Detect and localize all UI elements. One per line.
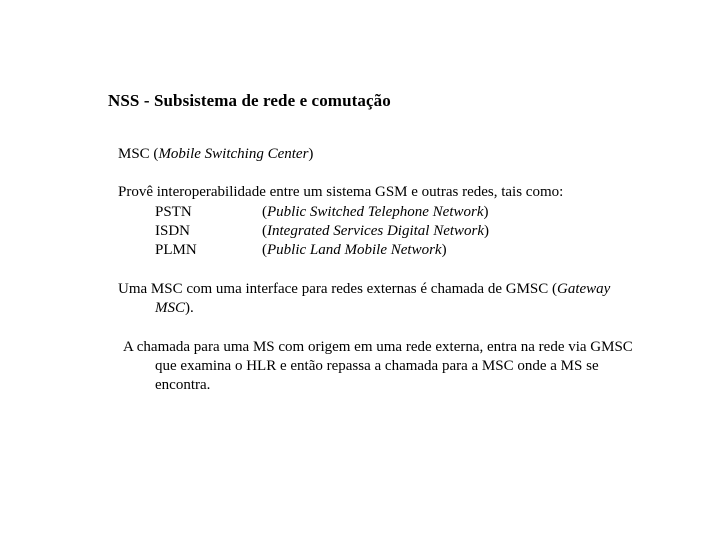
gmsc-paragraph-line-1 — [118, 280, 610, 299]
close-paren: ) — [441, 242, 447, 258]
msc-heading — [118, 145, 313, 164]
gmsc-end: ). — [185, 300, 194, 316]
routing-paragraph-line-3: encontra. — [155, 377, 211, 393]
network-abbr-isdn: ISDN — [155, 223, 191, 239]
gmsc-text: Uma MSC com uma interface para redes externas é chamada de GMSC ( — [118, 281, 558, 297]
network-full-name: Integrated Services Digital Network — [267, 223, 485, 239]
network-desc-plmn — [262, 241, 447, 260]
msc-close-paren: ) — [308, 146, 314, 162]
msc-full-name: Mobile Switching Center — [158, 146, 309, 162]
network-abbr-plmn: PLMN — [155, 242, 197, 258]
network-desc-isdn — [262, 222, 489, 241]
close-paren: ) — [484, 223, 490, 239]
network-desc-pstn — [262, 203, 489, 222]
gmsc-paragraph-line-2 — [155, 299, 194, 318]
network-abbr-pstn: PSTN — [155, 204, 192, 220]
network-full-name: Public Switched Telephone Network — [267, 204, 484, 220]
gmsc-msc-term: MSC — [155, 300, 185, 316]
gmsc-gateway-term: Gateway — [557, 281, 611, 297]
open-paren: ( — [262, 242, 267, 258]
msc-abbr: MSC ( — [118, 146, 159, 162]
open-paren: ( — [262, 223, 267, 239]
network-full-name: Public Land Mobile Network — [267, 242, 442, 258]
close-paren: ) — [483, 204, 489, 220]
routing-paragraph-line-2: que examina o HLR e então repassa a chamada para a MSC onde a MS se — [155, 358, 599, 374]
slide-title: NSS - Subsistema de rede e comutação — [108, 91, 391, 110]
open-paren: ( — [262, 204, 267, 220]
routing-paragraph-line-1: A chamada para uma MS com origem em uma rede externa, entra na rede via GMSC — [123, 339, 633, 355]
intro-text: Provê interoperabilidade entre um sistema GSM e outras redes, tais como: — [118, 184, 564, 200]
